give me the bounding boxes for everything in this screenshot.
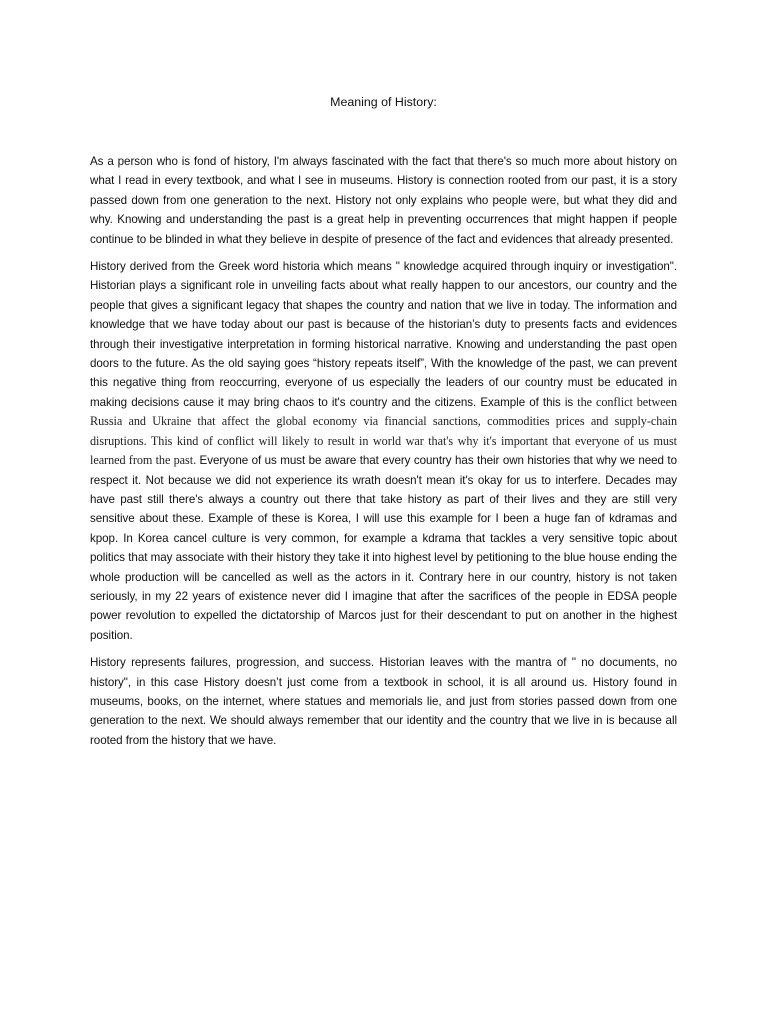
document-page (90, 93, 677, 758)
paragraph-2-part-2: Everyone of us must be aware that every country has their own histories that why we need to respect it. Not because we did not experience its wrath doesn't mean it's okay for us to interfere. Decades may have past still there's always a country out there that take history as part of their lives and they are still very sensitive about these. Example of these is Korea, I will use this example for I been a huge fan of kdramas and kpop. In Korea cancel culture is very common, for example a kdrama that tackles a very sensitive topic about politics that may associate with their history they take it into highest level by petitioning to the blue house ending the whole production will be cancelled as well as the actors in it. Contrary here in our country, history is not taken seriously, in my 22 years of existence never did I imagine that after the sacrifices of the people in EDSA people power revolution to expelled the dictatorship of Marcos just for their descendant to put on another in the highest position. (90, 454, 677, 642)
paragraph-3: History represents failures, progression, and success. Historian leaves with the mantra of " no documents, no history", in this case History doesn’t just come from a textbook in school, it is all around us. History found in museums, books, on the internet, where statues and memorials lie, and just from stories passed down from one generation to the next. We should always remember that our identity and the country that we live in is because all rooted from the history that we have. (90, 656, 677, 747)
paragraph-2-quoted-text: the conflict between Russia and Ukraine that affect the global economy via financial sanctions, commodities prices and supply-chain disruptions. This kind of conflict will likely to result in world war that's why it's important that everyone of us must learned from the past. (90, 394, 677, 468)
paragraph-2 (90, 257, 677, 645)
paragraph-2-part-1: History derived from the Greek word historia which means " knowledge acquired through inquiry or investigation". Historian plays a significant role in unveiling facts about what really happen to our ancestors, our country and the people that gives a significant legacy that shapes the country and nation that we live in today. The information and knowledge that we have today about our past is because of the historian’s duty to presents facts and evidences through their investigative interpretation in forming historical narrative. Knowing and understanding the past open doors to the future. As the old saying goes “history repeats itself”, With the knowledge of the past, we can prevent this negative thing from reoccurring, everyone of us especially the leaders of our country must be educated in making decisions cause it may bring chaos to it's country and the citizens. Example of this is (90, 260, 677, 409)
paragraph-1: As a person who is fond of history, I'm always fascinated with the fact that there's so much more about history on what I read in every textbook, and what I see in museums. History is connection rooted from our past, it is a story passed down from one generation to the next. History not only explains who people were, but what they did and why. Knowing and understanding the past is a great help in preventing occurrences that might happen if people continue to be blinded in what they believe in despite of presence of the fact and evidences that already presented. (90, 155, 677, 246)
document-title: Meaning of History: (330, 95, 437, 109)
